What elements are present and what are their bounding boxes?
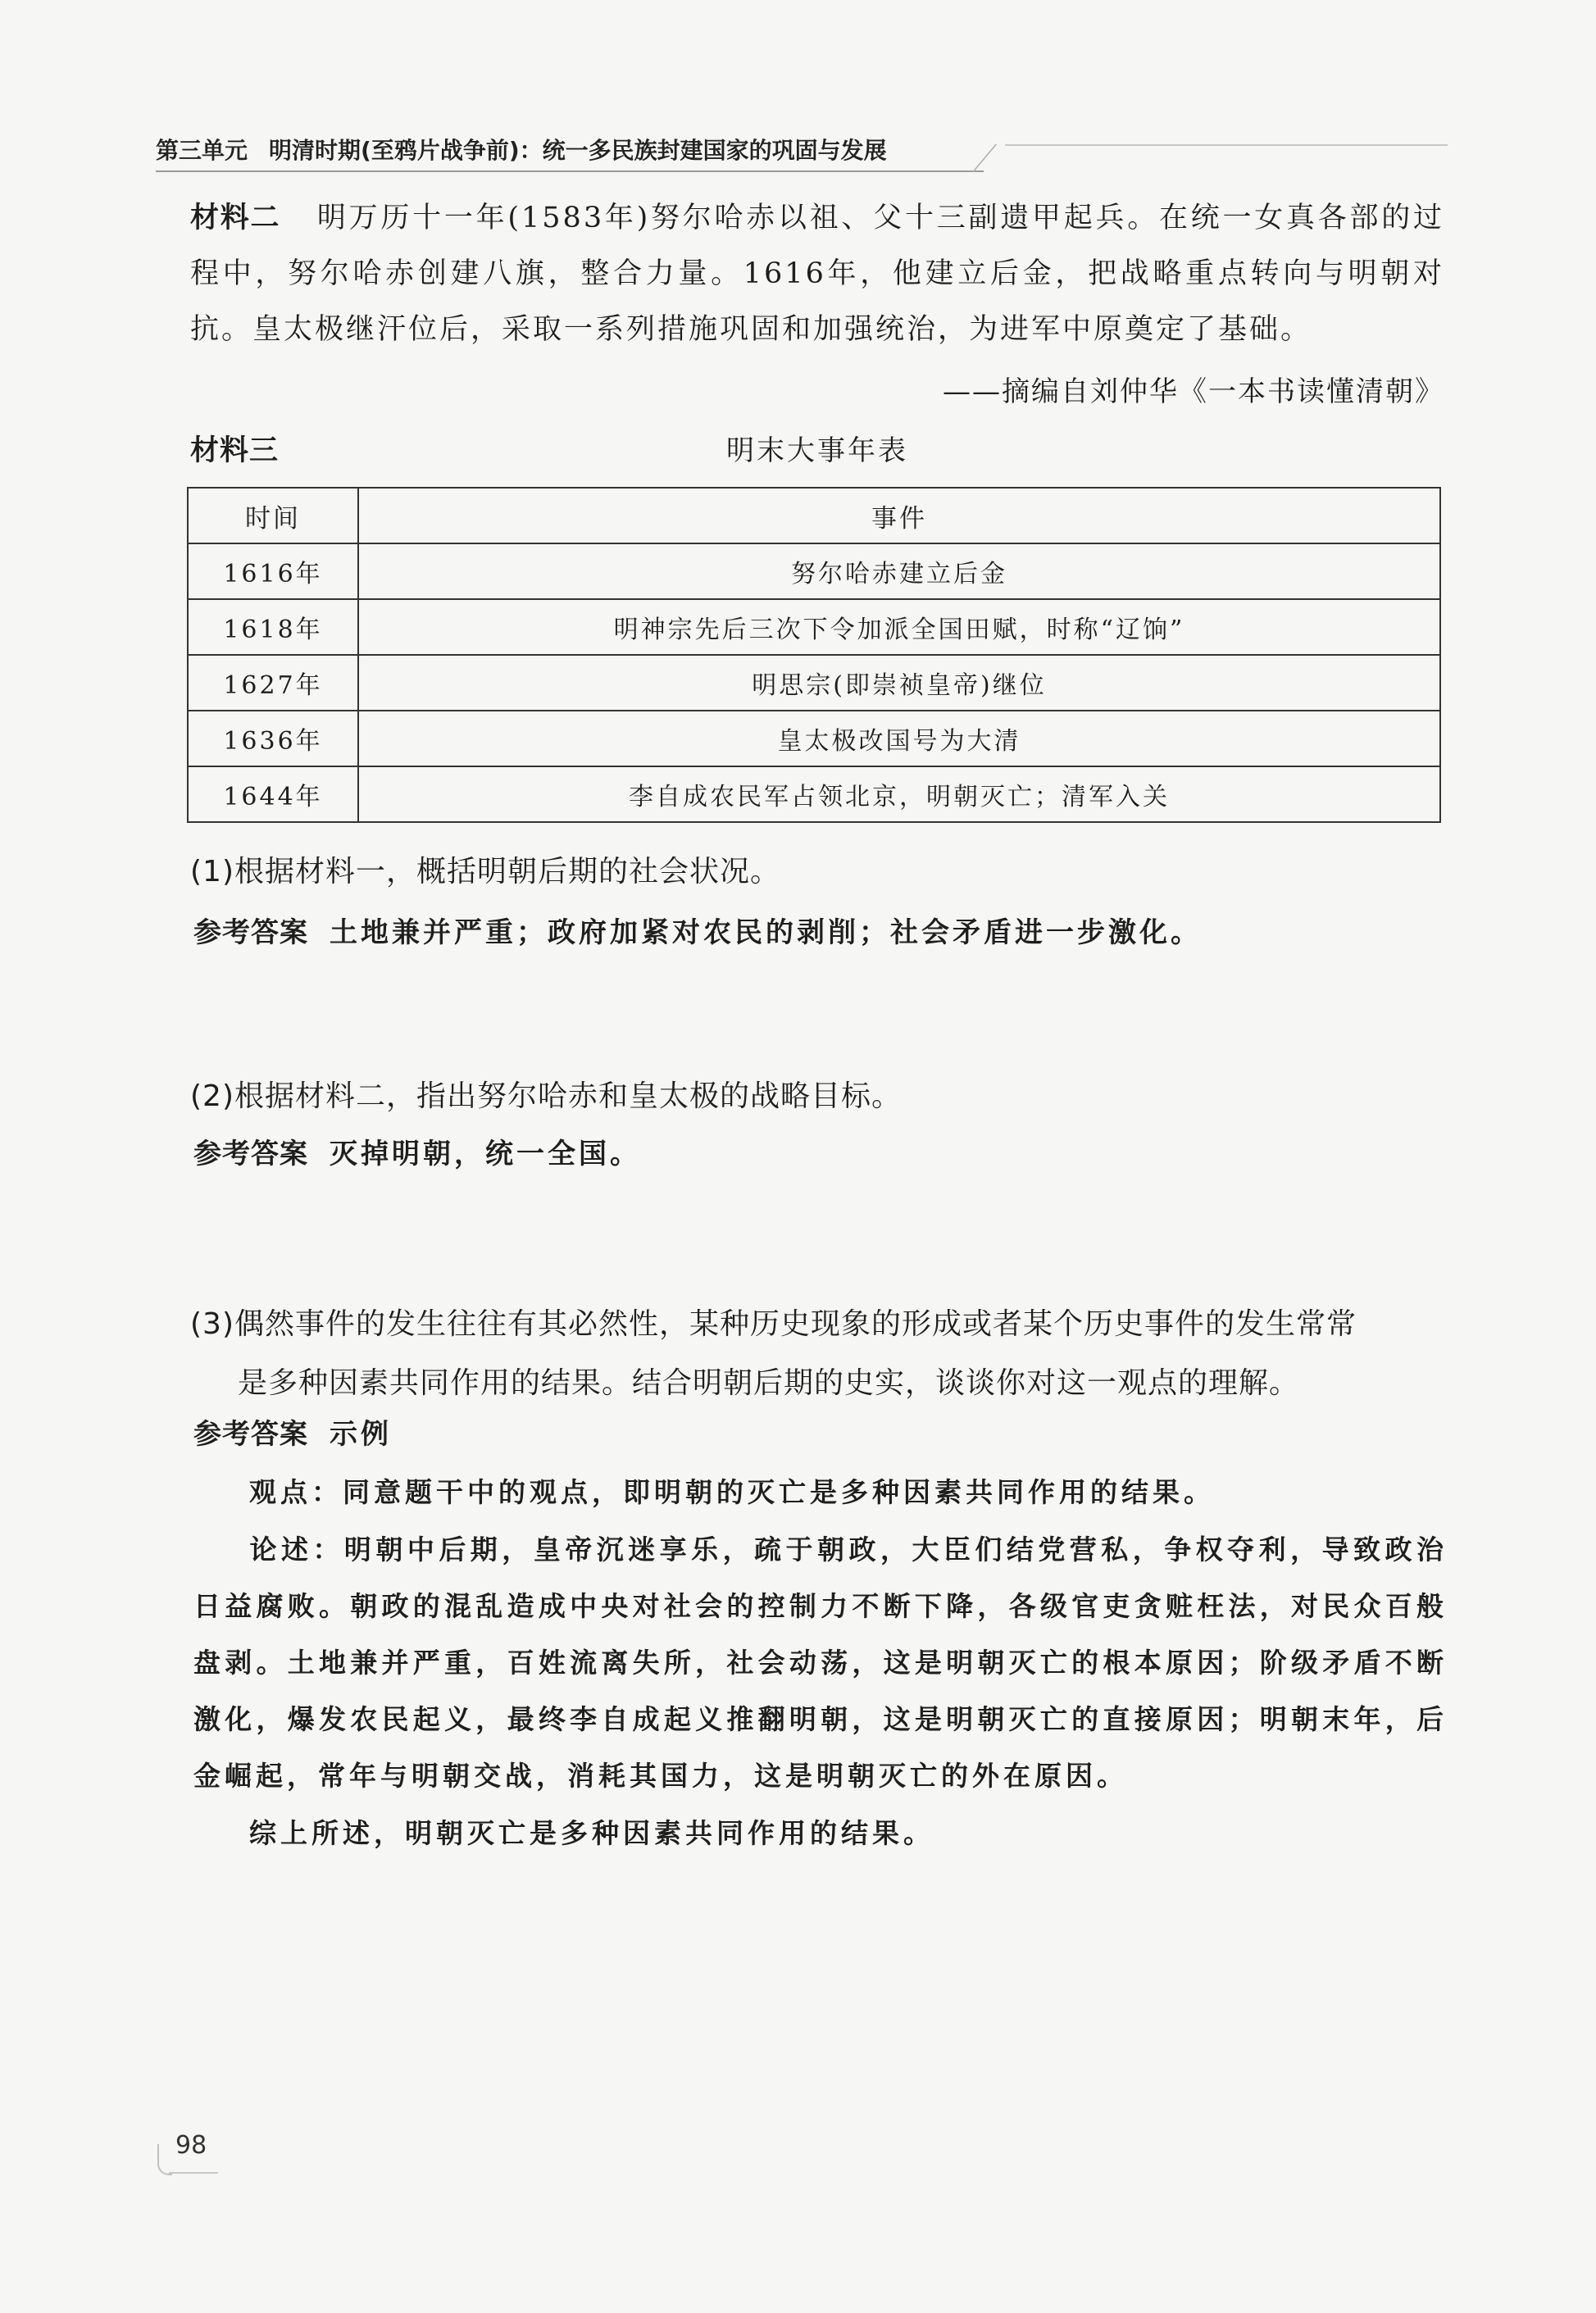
page-header [156, 133, 1025, 169]
answer-3-conclusion [193, 1805, 1448, 1861]
question-3-line-1: (3)偶然事件的发生往往有其必然性，某种历史现象的形成或者某个历史事件的发生常常 [190, 1307, 1357, 1341]
column-header-event: 事件 [358, 488, 1440, 543]
answer-label: 参考答案 [193, 1138, 308, 1170]
question-3 [190, 1295, 1444, 1413]
answer-2 [193, 1128, 1448, 1180]
cell-time: 1627年 [188, 655, 358, 711]
header-decoration-line [1005, 144, 1448, 146]
cell-event: 努尔哈赤建立后金 [358, 543, 1440, 599]
argument-text: 论述：明朝中后期，皇帝沉迷享乐，疏于朝政，大臣们结党营私，争权夺利，导致政治日益腐败。朝政的混乱造成中央对社会的控制力不断下降，各级官吏贪赃枉法，对民众百般盘剥。土地兼并严重，百姓流离失所，社会动荡，这是明朝灭亡的根本原因；阶级矛盾不断激化，爆发农民起义，最终李自成起义推翻明朝，这是明朝灭亡的直接原因；明朝末年，后金崛起，常年与明朝交战，消耗其国力，这是明朝灭亡的外在原因。 [193, 1534, 1448, 1792]
material-two-source: ——摘编自刘仲华《一本书读懂清朝》 [943, 375, 1444, 408]
table-row [188, 599, 1440, 655]
header-rule [156, 170, 984, 172]
answer-1 [193, 907, 1448, 959]
answer-3-argument [193, 1521, 1448, 1804]
table-row [188, 711, 1440, 766]
material-two [190, 190, 1444, 357]
cell-event: 明神宗先后三次下令加派全国田赋，时称“辽饷” [358, 599, 1440, 655]
timeline-table-title: 明末大事年表 [726, 434, 908, 467]
answer-label: 参考答案 [193, 1418, 308, 1451]
cell-event: 明思宗(即崇祯皇帝)继位 [358, 655, 1440, 711]
answer-2-text: 灭掉明朝，统一全国。 [330, 1138, 641, 1170]
question-2: (2)根据材料二，指出努尔哈赤和皇太极的战略目标。 [190, 1079, 902, 1113]
viewpoint-text: 观点：同意题干中的观点，即明朝的灭亡是多种因素共同作用的结果。 [249, 1476, 1215, 1508]
material-two-text: 明万历十一年(1583年)努尔哈赤以祖、父十三副遗甲起兵。在统一女真各部的过程中，努尔哈赤创建八旗，整合力量。1616年，他建立后金，把战略重点转向与明朝对抗。皇太极继汗位后，采取一系列措施巩固和加强统治，为进军中原奠定了基础。 [190, 202, 1444, 346]
page-number: 98 [175, 2131, 207, 2160]
cell-time: 1618年 [188, 599, 358, 655]
cell-event: 皇太极改国号为大清 [358, 711, 1440, 766]
unit-title: 明清时期(至鸦片战争前)：统一多民族封建国家的巩固与发展 [269, 137, 887, 164]
column-header-time: 时间 [188, 488, 358, 543]
material-two-label: 材料二 [190, 202, 281, 234]
answer-3-viewpoint [193, 1464, 1448, 1520]
material-three-label: 材料三 [190, 434, 280, 467]
answer-1-text: 土地兼并严重；政府加紧对农民的剥削；社会矛盾进一步激化。 [330, 916, 1202, 949]
page-number-rule [169, 2172, 218, 2174]
table-header-row [188, 488, 1440, 543]
answer-3-example-label: 示例 [330, 1418, 392, 1451]
question-1: (1)根据材料一，概括明朝后期的社会状况。 [190, 855, 780, 888]
unit-label: 第三单元 [156, 137, 248, 164]
answer-3 [193, 1408, 1448, 1461]
conclusion-text: 综上所述，明朝灭亡是多种因素共同作用的结果。 [249, 1817, 934, 1849]
cell-time: 1616年 [188, 543, 358, 599]
page-number-decoration [157, 2144, 172, 2175]
table-row [188, 766, 1440, 822]
table-row [188, 543, 1440, 599]
cell-event: 李自成农民军占领北京，明朝灭亡；清军入关 [358, 766, 1440, 822]
answer-label: 参考答案 [193, 916, 308, 949]
cell-time: 1636年 [188, 711, 358, 766]
question-3-line-2: 是多种因素共同作用的结果。结合明朝后期的史实，谈谈你对这一观点的理解。 [238, 1366, 1300, 1400]
cell-time: 1644年 [188, 766, 358, 822]
timeline-table [187, 487, 1441, 823]
table-row [188, 655, 1440, 711]
